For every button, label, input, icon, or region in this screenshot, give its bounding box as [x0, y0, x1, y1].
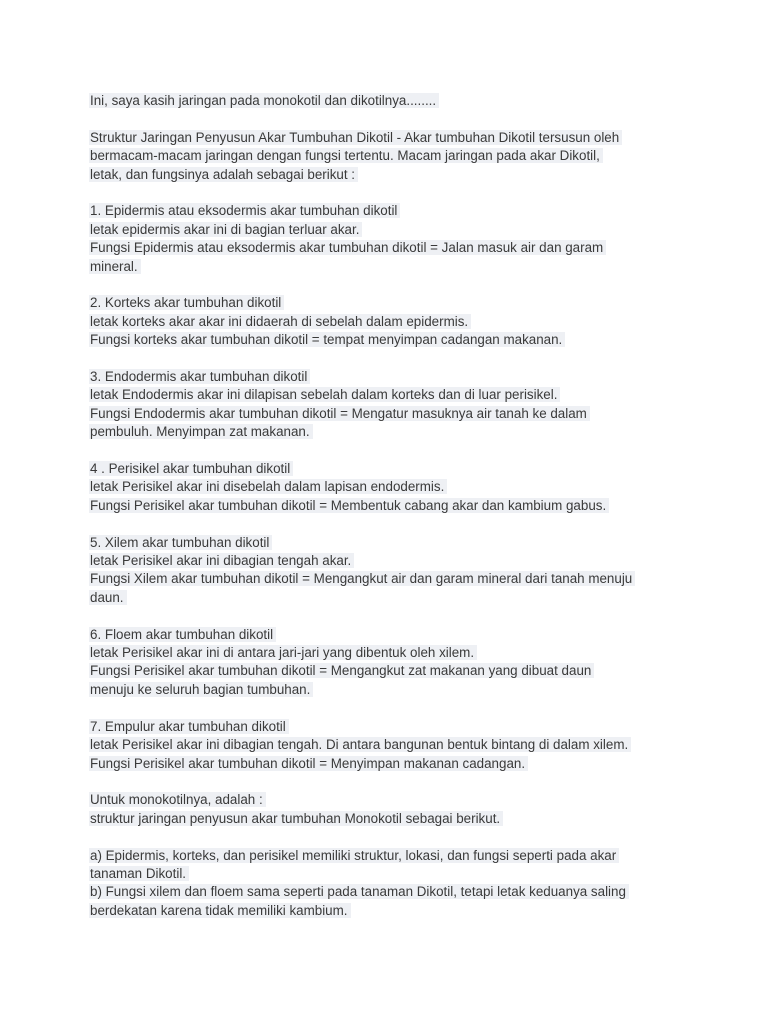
text-line: 6. Floem akar tumbuhan dikotil — [89, 627, 276, 642]
floem-paragraph — [89, 626, 689, 700]
document-body — [89, 92, 689, 939]
intro-paragraph — [89, 92, 689, 110]
text-line: 4 . Perisikel akar tumbuhan dikotil — [89, 461, 293, 476]
text-line: b) Fungsi xilem dan floem sama seperti pada tanaman Dikotil, tetapi letak keduanya saling — [89, 884, 629, 899]
dikotil-intro-paragraph — [89, 129, 689, 184]
text-line: letak, dan fungsinya adalah sebagai berikut : — [89, 167, 358, 182]
text-line: letak Perisikel akar ini dibagian tengah. Di antara bangunan bentuk bintang di dalam xilem. — [89, 737, 631, 752]
text-line: Fungsi Perisikel akar tumbuhan dikotil = Menyimpan makanan cadangan. — [89, 756, 528, 771]
text-line: a) Epidermis, korteks, dan perisikel memiliki struktur, lokasi, dan fungsi seperti pada akar — [89, 848, 619, 863]
text-line: struktur jaringan penyusun akar tumbuhan Monokotil sebagai berikut. — [89, 811, 503, 826]
text-line: daun. — [89, 590, 127, 605]
text-line: letak epidermis akar ini di bagian terluar akar. — [89, 222, 362, 237]
text-line: 5. Xilem akar tumbuhan dikotil — [89, 535, 272, 550]
text-line: letak Perisikel akar ini dibagian tengah akar. — [89, 553, 354, 568]
text-line: mineral. — [89, 259, 141, 274]
text-line: menuju ke seluruh bagian tumbuhan. — [89, 682, 313, 697]
korteks-paragraph — [89, 294, 689, 349]
text-line: Fungsi Epidermis atau eksodermis akar tumbuhan dikotil = Jalan masuk air dan garam — [89, 240, 606, 255]
monokotil-points-paragraph — [89, 847, 689, 921]
xilem-paragraph — [89, 534, 689, 608]
text-line: pembuluh. Menyimpan zat makanan. — [89, 424, 313, 439]
text-line: letak Perisikel akar ini di antara jari-jari yang dibentuk oleh xilem. — [89, 645, 477, 660]
text-line: Fungsi Perisikel akar tumbuhan dikotil = Membentuk cabang akar dan kambium gabus. — [89, 498, 609, 513]
text-line: bermacam-macam jaringan dengan fungsi tertentu. Macam jaringan pada akar Dikotil, — [89, 148, 603, 163]
text-line: Untuk monokotilnya, adalah : — [89, 792, 266, 807]
text-line: Fungsi Endodermis akar tumbuhan dikotil = Mengatur masuknya air tanah ke dalam — [89, 406, 590, 421]
monokotil-intro-paragraph — [89, 791, 689, 828]
text-line: Fungsi korteks akar tumbuhan dikotil = tempat menyimpan cadangan makanan. — [89, 332, 565, 347]
perisikel-paragraph — [89, 460, 689, 515]
text-line: 7. Empulur akar tumbuhan dikotil — [89, 719, 289, 734]
text-line: Fungsi Perisikel akar tumbuhan dikotil = Mengangkut zat makanan yang dibuat daun — [89, 663, 594, 678]
text-line: 1. Epidermis atau eksodermis akar tumbuhan dikotil — [89, 203, 400, 218]
text-line: letak korteks akar akar ini didaerah di sebelah dalam epidermis. — [89, 314, 471, 329]
epidermis-paragraph — [89, 202, 689, 276]
text-line: 2. Korteks akar tumbuhan dikotil — [89, 295, 284, 310]
text-line: 3. Endodermis akar tumbuhan dikotil — [89, 369, 310, 384]
empulur-paragraph — [89, 718, 689, 773]
text-line: Ini, saya kasih jaringan pada monokotil dan dikotilnya........ — [89, 93, 439, 108]
text-line: berdekatan karena tidak memiliki kambium. — [89, 903, 351, 918]
text-line: letak Endodermis akar ini dilapisan sebelah dalam korteks dan di luar perisikel. — [89, 387, 560, 402]
text-line: Fungsi Xilem akar tumbuhan dikotil = Mengangkut air dan garam mineral dari tanah menuju — [89, 571, 635, 586]
text-line: Struktur Jaringan Penyusun Akar Tumbuhan Dikotil - Akar tumbuhan Dikotil tersusun oleh — [89, 130, 622, 145]
text-line: tanaman Dikotil. — [89, 866, 189, 881]
endodermis-paragraph — [89, 368, 689, 442]
text-line: letak Perisikel akar ini disebelah dalam lapisan endodermis. — [89, 479, 447, 494]
